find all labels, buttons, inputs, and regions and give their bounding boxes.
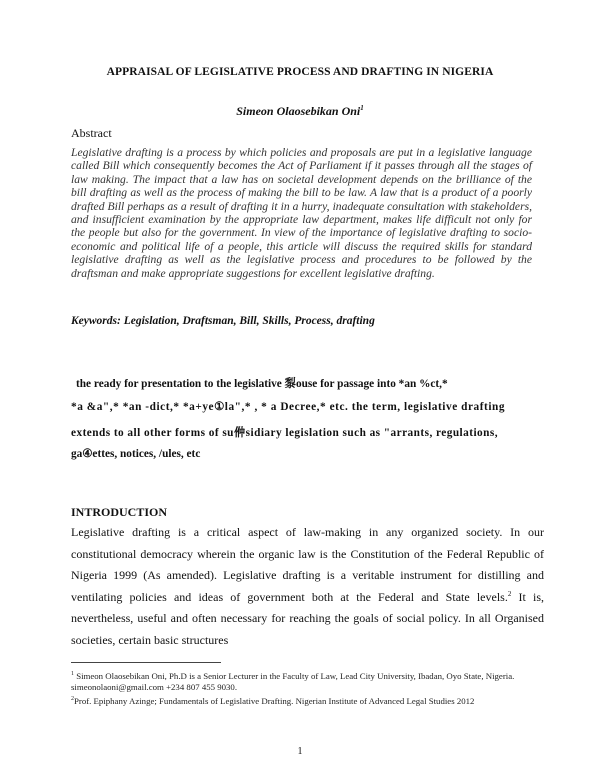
abstract-body: Legislative drafting is a process by which policies and proposals are put in a legislative language called Bill which consequently becomes the Act of Parliament if it passes through all the stages of law making. The impact that a law has on societal development depends on the brilliance of the bill drafting as well as the process of making the bill to be law. A law that is a product of a poorly drafted Bill perhaps as a result of drafting it in a hurry, inadequate consultation with stakeholders, and insufficient examination by the appropriate law department, makes life difficult not only for the people but also for the government. In view of the importance of legislative drafting to socio-economic and political life of a people, this article will discuss the required skills for standard legislative drafting as well as the legislative process and procedures to be followed by the draftsman and make appropriate suggestions for excellent legislative drafting. <box>71 146 532 280</box>
footnote-1 <box>71 669 541 694</box>
footnote-2-mark: 2 <box>71 695 74 702</box>
footnote-1-text: Simeon Olaosebikan Oni, Ph.D is a Senior Lecturer in the Faculty of Law, Lead City University, Ibadan, Oyo State, Nigeria. simeonolaoni@gmail.com +234 807 455 9030. <box>71 670 515 693</box>
keywords-line: Keywords: Legislation, Draftsman, Bill, Skills, Process, drafting <box>71 315 375 327</box>
paper-title: APPRAISAL OF LEGISLATIVE PROCESS AND DRAFTING IN NIGERIA <box>106 66 494 78</box>
garbled-text-line-4: ga④ettes, notices, /ules, etc <box>71 448 201 460</box>
author-name: Simeon Olaosebikan Oni <box>236 104 361 118</box>
author-footnote-mark[interactable]: 1 <box>360 104 364 112</box>
introduction-paragraph <box>71 522 544 651</box>
abstract-heading: Abstract <box>71 126 112 140</box>
garbled-text-line-3: extends to all other forms of su㑖sidiary legislation such as "arrants, regulations, <box>71 427 498 439</box>
intro-footnote-mark[interactable]: 2 <box>507 589 512 598</box>
garbled-text-line-2: *a &a",* *an -dict,* *a+ye①la",* , * a Decree,* etc. the term, legislative drafting <box>71 401 506 413</box>
author-line <box>0 104 600 119</box>
footnote-2 <box>71 694 541 707</box>
footnotes <box>71 669 541 707</box>
intro-text-part-1: Legislative drafting is a critical aspect of law-making in any organized society. In our constitutional democracy wherein the organic law is the Constitution of the Federal Republic of Nigeria 1999 (As amended). Legislative drafting is a veritable instrument for distilling and ventilating policies and ideas of government both at the Federal and State levels. <box>71 525 544 604</box>
footnote-2-text: Prof. Epiphany Azinge; Fundamentals of Legislative Drafting. Nigerian Institute of Advanced Legal Studies 2012 <box>74 695 475 706</box>
garbled-text-line-1: the ready for presentation to the legislative 㴝ouse for passage into *an %ct,* <box>76 378 448 390</box>
intro-text-part-2: It is, nevertheless, useful and often necessary for reaching the goals of social policy. In all Organised societies, certain basic structures <box>71 589 545 647</box>
introduction-heading: INTRODUCTION <box>71 505 168 519</box>
page-number: 1 <box>297 746 303 757</box>
footnote-divider <box>71 662 221 663</box>
footnote-1-mark: 1 <box>71 671 74 677</box>
